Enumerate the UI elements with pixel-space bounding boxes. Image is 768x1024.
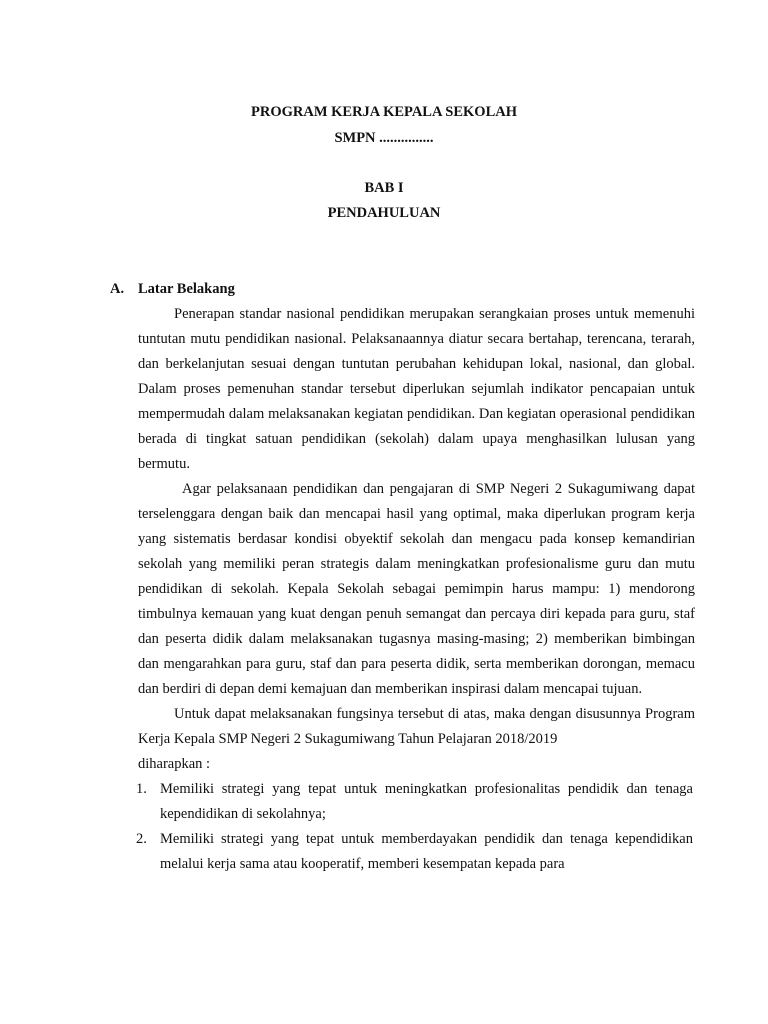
chapter-number: BAB I <box>364 180 404 196</box>
chapter-title: PENDAHULUAN <box>327 205 441 221</box>
list-item <box>136 777 693 827</box>
paragraph: Untuk dapat melaksanakan fungsinya tersebut di atas, maka dengan disusunnya Program Kerja Kepala SMP Negeri 2 Sukagumiwang Tahun Pelajaran 2018/2019 <box>138 706 695 747</box>
document-title: PROGRAM KERJA KEPALA SEKOLAH <box>251 104 517 120</box>
list-item <box>136 827 693 877</box>
lead-in-text: diharapkan : <box>138 756 211 772</box>
paragraph: Penerapan standar nasional pendidikan merupakan serangkaian proses untuk memenuhi tuntutan mutu pendidikan nasional. Pelaksanaannya diatur secara bertahap, terencana, terarah, dan berkelanjutan sesuai dengan tuntutan perubahan kehidupan lokal, nasional, dan global. Dalam proses pemenuhan standar tersebut diperlukan sejumlah indikator pencapaian untuk mempermudah dalam melaksanakan kegiatan pendidikan. Dan kegiatan operasional pendidikan berada di tingkat satuan pendidikan (sekolah) dalam upaya menghasilkan lulusan yang bermutu. <box>138 306 695 472</box>
section-heading <box>110 281 235 298</box>
section-heading-text: Latar Belakang <box>138 281 235 297</box>
list-item-text: Memiliki strategi yang tepat untuk memberdayakan pendidik dan tenaga kependidikan melalui kerja sama atau kooperatif, memberi kesempatan kepada para <box>160 831 693 872</box>
school-name: SMPN ............... <box>334 130 434 146</box>
list-item-number: 1. <box>136 781 147 797</box>
list-item-number: 2. <box>136 831 147 847</box>
numbered-list <box>136 777 693 877</box>
list-item-text: Memiliki strategi yang tepat untuk meningkatkan profesionalitas pendidik dan tenaga kependidikan di sekolahnya; <box>160 781 693 822</box>
section-body <box>138 302 695 877</box>
section-letter: A. <box>110 281 125 297</box>
paragraph: Agar pelaksanaan pendidikan dan pengajaran di SMP Negeri 2 Sukagumiwang dapat terselenggara dengan baik dan mencapai hasil yang optimal, maka diperlukan program kerja yang sistematis berdasar kondisi obyektif sekolah dan mengacu pada konsep kemandirian sekolah yang memiliki peran strategis dalam meningkatkan profesionalisme guru dan mutu pendidikan di sekolah. Kepala Sekolah sebagai pemimpin harus mampu: 1) mendorong timbulnya kemauan yang kuat dengan penuh semangat dan percaya diri kepada para guru, staf dan peserta didik dalam melaksanakan tugasnya masing-masing; 2) memberikan bimbingan dan mengarahkan para guru, staf dan para peserta didik, serta memberikan dorongan, memacu dan berdiri di depan demi kemajuan dan memberikan inspirasi dalam mencapai tujuan. <box>138 481 695 697</box>
